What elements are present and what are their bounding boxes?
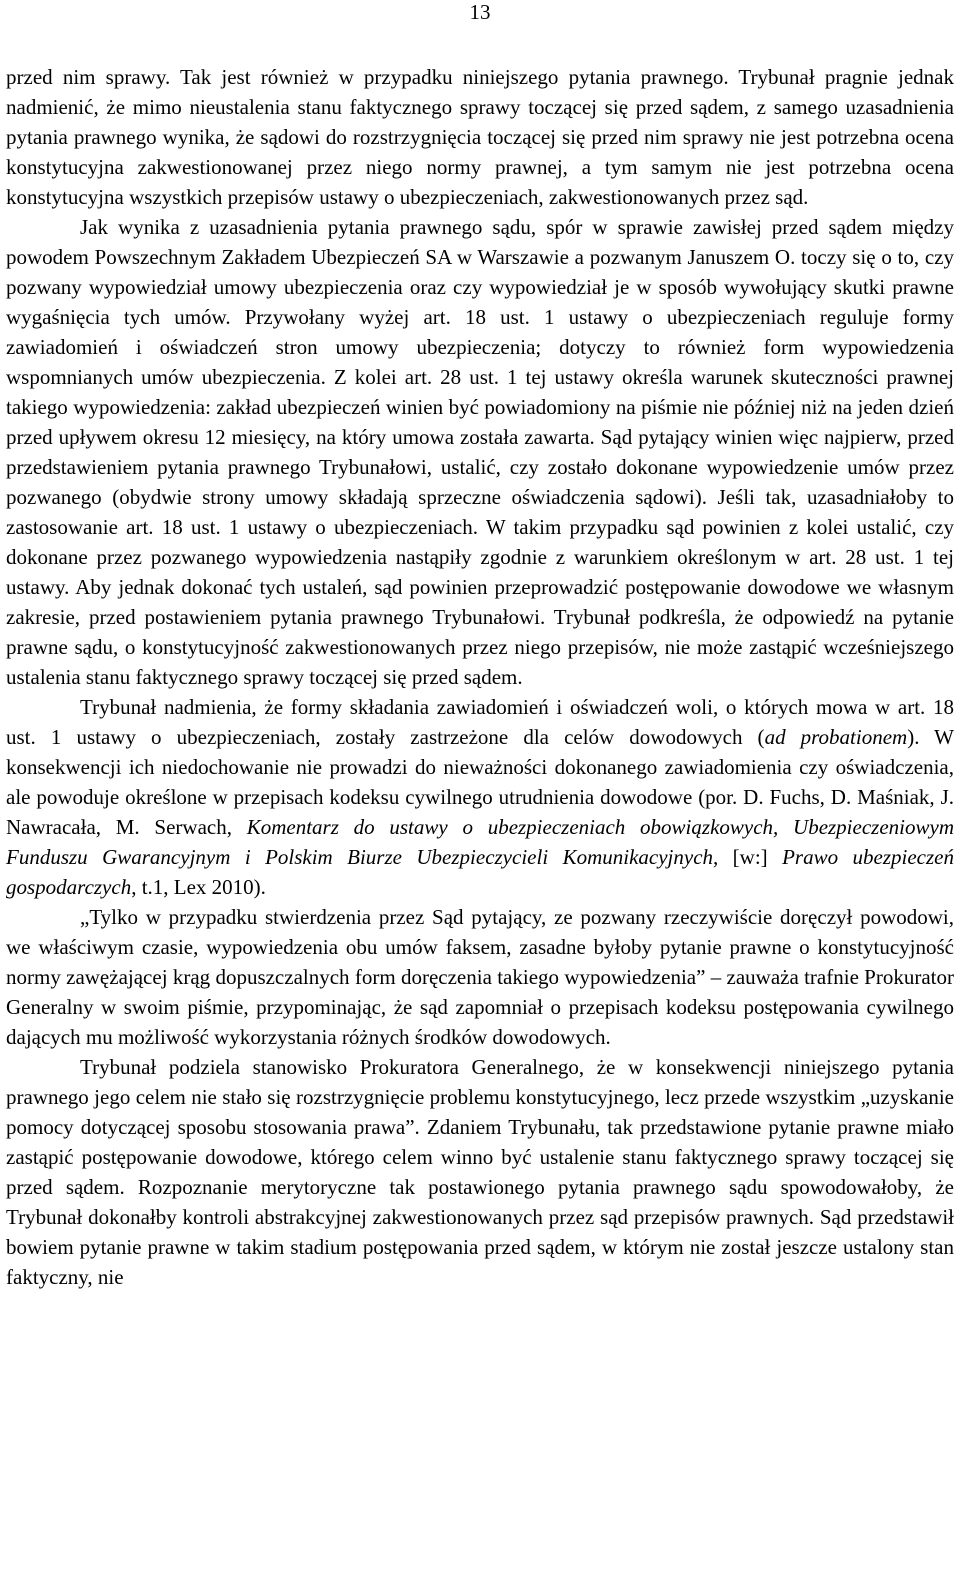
paragraph-3-text-b: ). W konsekwencji ich niedochowanie nie prowadzi do nieważności dokonanego zawiadomienia czy oświadczenia, ale powoduje określone w przepisach kodeksu cywilnego utrudnienia dowodowe (por. D. Fuchs, D. Maśniak, J. Nawracała, M. Serwach, (6, 725, 954, 839)
paragraph-1: przed nim sprawy. Tak jest również w przypadku niniejszego pytania prawnego. Trybunał pragnie jednak nadmienić, że mimo nieustalenia stanu faktycznego sprawy toczącej się przed sądem, z samego uzasadnienia pytania prawnego wynika, że sądowi do rozstrzygnięcia toczącej się przed nim sprawy nie jest potrzebna ocena konstytucyjna zakwestionowanej przez niego normy prawnej, a tym samym nie jest potrzebna ocena konstytucyjna wszystkich przepisów ustawy o ubezpieczeniach, zakwestionowanych przez sąd. (6, 65, 954, 209)
paragraph-3-text-d: , t.1, Lex 2010). (131, 875, 266, 899)
citation-source-italic: Prawo ubezpieczeń gospodarczych (6, 845, 954, 899)
citation-title-italic: Komentarz do ustawy o ubezpieczeniach obowiązkowych, Ubezpieczeniowym Funduszu Gwarancyjnym i Polskim Biurze Ubezpieczycieli Komunikacyjnych, (6, 815, 954, 869)
paragraph-3 (6, 692, 954, 902)
paragraph-5: Trybunał podziela stanowisko Prokuratora Generalnego, że w konsekwencji niniejszego pytania prawnego jego celem nie stało się rozstrzygnięcie problemu konstytucyjnego, lecz przede wszystkim „uzyskanie pomocy dotyczącej sposobu stosowania prawa”. Zdaniem Trybunału, tak przedstawione pytanie prawne miało zastąpić postępowanie dowodowe, którego celem winno być ustalenie stanu faktycznego sprawy toczącej się przed sądem. Rozpoznanie merytoryczne tak postawionego pytania prawnego sądu spowodowałoby, że Trybunał dokonałby kontroli abstrakcyjnej zakwestionowanych przez sąd przepisów prawnych. Sąd przedstawił bowiem pytanie prawne w takim stadium postępowania przed sądem, w którym nie został jeszcze ustalony stan faktyczny, nie (6, 1055, 954, 1289)
paragraph-3-text-a: Trybunał nadmienia, że formy składania zawiadomień i oświadczeń woli, o których mowa w art. 18 ust. 1 ustawy o ubezpieczeniach, zostały zastrzeżone dla celów dowodowych ( (6, 695, 954, 749)
paragraph-4: „Tylko w przypadku stwierdzenia przez Sąd pytający, ze pozwany rzeczywiście doręczył powodowi, we właściwym czasie, wypowiedzenia obu umów faksem, zasadne byłoby pytanie prawne o konstytucyjność normy zawężającej krąg dopuszczalnych form doręczenia takiego wypowiedzenia” – zauważa trafnie Prokurator Generalny w swoim piśmie, przypominając, że sąd zapomniał o przepisach kodeksu postępowania cywilnego dających mu możliwość wykorzystania różnych środków dowodowych. (6, 905, 954, 1049)
paragraph-3-text-c: [w:] (718, 845, 783, 869)
paragraph-2: Jak wynika z uzasadnienia pytania prawnego sądu, spór w sprawie zawisłej przed sądem między powodem Powszechnym Zakładem Ubezpieczeń SA w Warszawie a pozwanym Januszem O. toczy się o to, czy pozwany wypowiedział umowy ubezpieczenia oraz czy wypowiedział je w sposób wywołujący skutki prawne wygaśnięcia tych umów. Przywołany wyżej art. 18 ust. 1 ustawy o ubezpieczeniach reguluje formy zawiadomień i oświadczeń stron umowy ubezpieczenia; dotyczy to również form wypowiedzenia wspomnianych umów ubezpieczenia. Z kolei art. 28 ust. 1 tej ustawy określa warunek skuteczności prawnej takiego wypowiedzenia: zakład ubezpieczeń winien być powiadomiony na piśmie nie później niż na jeden dzień przed upływem okresu 12 miesięcy, na który umowa została zawarta. Sąd pytający winien więc najpierw, przed przedstawieniem pytania prawnego Trybunałowi, ustalić, czy zostało dokonane wypowiedzenie umów przez pozwanego (obydwie strony umowy składają sprzeczne oświadczenia sądowi). Jeśli tak, uzasadniałoby to zastosowanie art. 18 ust. 1 ustawy o ubezpieczeniach. W takim przypadku sąd powinien z kolei ustalić, czy dokonane przez pozwanego wypowiedzenia nastąpiły zgodnie z warunkiem określonym w art. 28 ust. 1 tej ustawy. Aby jednak dokonać tych ustaleń, sąd powinien przeprowadzić postępowanie dowodowe we własnym zakresie, przed postawieniem pytania prawnego Trybunałowi. Trybunał podkreśla, że odpowiedź na pytanie prawne sądu, o konstytucyjność zakwestionowanych przez niego przepisów, nie może zastąpić wcześniejszego ustalenia stanu faktycznego sprawy toczącej się przed sądem. (6, 215, 954, 689)
page-number: 13 (469, 0, 491, 24)
document-body (6, 62, 954, 1292)
latin-term-italic: ad probationem (764, 725, 908, 749)
